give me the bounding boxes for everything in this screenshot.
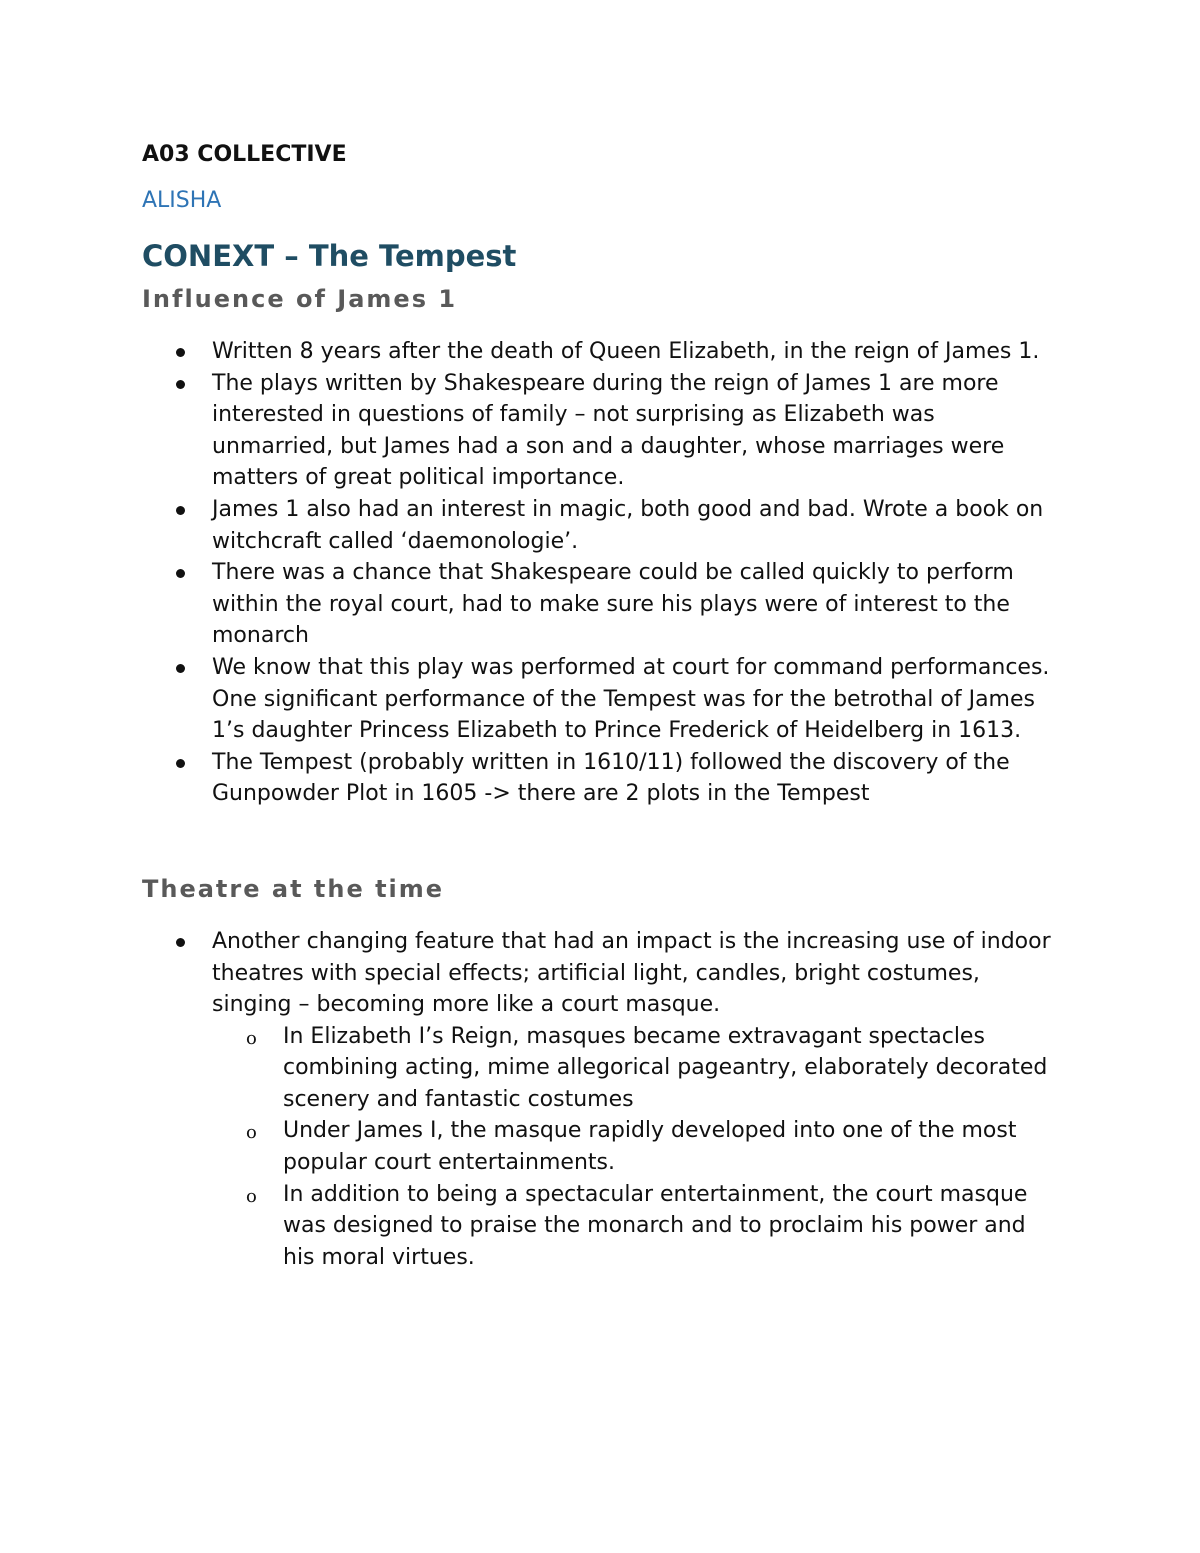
list-item xyxy=(142,368,1062,494)
theatre-bullet-list xyxy=(142,926,1062,1274)
list-item-text: Written 8 years after the death of Queen Elizabeth, in the reign of James 1. xyxy=(212,339,1040,364)
sub-list-item xyxy=(212,1179,1062,1274)
document-page xyxy=(142,140,1062,1273)
bullet-icon xyxy=(176,759,185,768)
bullet-icon xyxy=(176,569,185,578)
bullet-icon xyxy=(176,506,185,515)
list-item xyxy=(142,557,1062,652)
list-item-text: The plays written by Shakespeare during the reign of James 1 are more interested in questions of family – not surprising as Elizabeth was unmarried, but James had a son and a daughter, whose marriages were matters of great political importance. xyxy=(212,370,1005,491)
sub-list-item xyxy=(212,1021,1062,1116)
main-heading: CONEXT – The Tempest xyxy=(142,239,517,273)
list-item xyxy=(142,652,1062,747)
list-item-text: We know that this play was performed at court for command performances. One significant performance of the Tempest was for the betrothal of James 1’s daughter Princess Elizabeth to Prince Frederick of Heidelberg in 1613. xyxy=(212,654,1050,744)
bullet-icon xyxy=(176,380,185,389)
sub-list-item-text: In Elizabeth I’s Reign, masques became extravagant spectacles combining acting, mime allegorical pageantry, elaborately decorated scenery and fantastic costumes xyxy=(283,1023,1048,1112)
sub-list-item xyxy=(212,1115,1062,1178)
author-name: ALISHA xyxy=(142,188,222,213)
list-item xyxy=(142,926,1062,1274)
sub-bullet-icon: o xyxy=(246,1122,257,1144)
list-item xyxy=(142,494,1062,557)
list-item-text: James 1 also had an interest in magic, both good and bad. Wrote a book on witchcraft called ‘daemonologie’. xyxy=(212,496,1044,554)
sub-bullet-icon: o xyxy=(246,1027,257,1049)
sub-list-item-text: In addition to being a spectacular entertainment, the court masque was designed to praise the monarch and to proclaim his power and his moral virtues. xyxy=(283,1181,1028,1270)
document-title: A03 COLLECTIVE xyxy=(142,142,347,167)
section-heading-influence: Influence of James 1 xyxy=(142,285,458,313)
list-item-text: There was a chance that Shakespeare could be called quickly to perform within the royal court, had to make sure his plays were of interest to the monarch xyxy=(212,560,1014,649)
sub-bullet-icon: o xyxy=(246,1185,257,1207)
influence-bullet-list xyxy=(142,336,1062,810)
sub-bullet-list xyxy=(212,1021,1062,1274)
list-item-text: Another changing feature that had an impact is the increasing use of indoor theatres with special effects; artificial light, candles, bright costumes, singing – becoming more like a court masque. xyxy=(212,928,1051,1018)
list-item xyxy=(142,747,1062,810)
bullet-icon xyxy=(176,348,185,357)
sub-list-item-text: Under James I, the masque rapidly developed into one of the most popular court entertainments. xyxy=(283,1118,1017,1176)
section-heading-theatre: Theatre at the time xyxy=(142,874,445,903)
bullet-icon xyxy=(176,664,185,673)
bullet-icon xyxy=(176,938,185,947)
list-item-text: The Tempest (probably written in 1610/11) followed the discovery of the Gunpowder Plot in 1605 -> there are 2 plots in the Tempest xyxy=(212,749,1010,807)
list-item xyxy=(142,336,1062,368)
